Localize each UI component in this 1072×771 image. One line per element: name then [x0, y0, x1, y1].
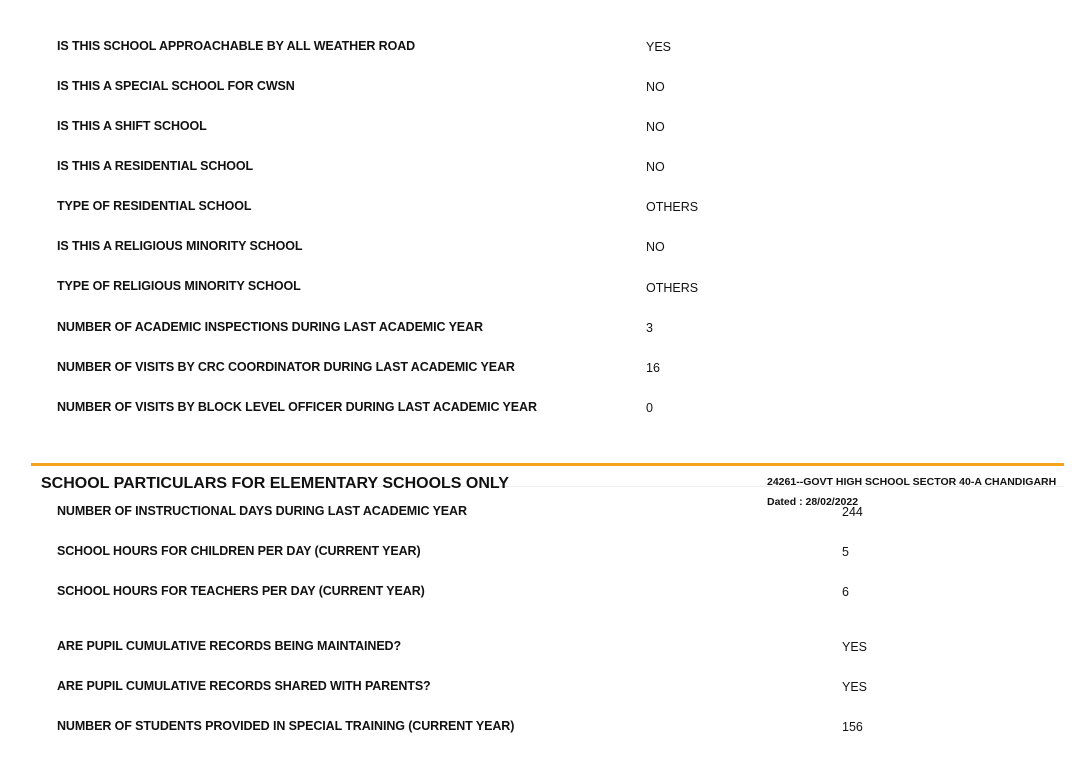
particular-row [0, 159, 1072, 179]
particular-value: 5 [842, 545, 849, 559]
particular-label: IS THIS A RELIGIOUS MINORITY SCHOOL [57, 239, 303, 253]
particular-row [0, 39, 1072, 59]
particular-value: NO [646, 80, 665, 94]
particular-value: 3 [646, 321, 653, 335]
particular-label: IS THIS A SHIFT SCHOOL [57, 119, 207, 133]
particular-row [0, 719, 1072, 739]
particular-row [0, 79, 1072, 99]
particular-row [0, 360, 1072, 380]
particular-label: ARE PUPIL CUMULATIVE RECORDS BEING MAINTAINED? [57, 639, 402, 653]
particular-row [0, 400, 1072, 420]
particular-label: NUMBER OF VISITS BY BLOCK LEVEL OFFICER DURING LAST ACADEMIC YEAR [57, 400, 537, 414]
school-name: 24261--GOVT HIGH SCHOOL SECTOR 40-A CHANDIGARH [767, 476, 1057, 488]
particular-value: YES [646, 40, 672, 54]
particular-row [0, 320, 1072, 340]
particular-row [0, 504, 1072, 524]
report-date: Dated : 28/02/2022 [767, 496, 859, 508]
particular-label: NUMBER OF ACADEMIC INSPECTIONS DURING LAST ACADEMIC YEAR [57, 320, 483, 334]
particular-row [0, 544, 1072, 564]
particular-label: SCHOOL HOURS FOR CHILDREN PER DAY (CURRENT YEAR) [57, 544, 421, 558]
particular-row [0, 639, 1072, 659]
particular-value: 156 [842, 720, 863, 734]
particular-value: NO [646, 120, 665, 134]
particular-label: NUMBER OF VISITS BY CRC COORDINATOR DURING LAST ACADEMIC YEAR [57, 360, 515, 374]
particular-value: YES [842, 640, 868, 654]
particular-label: TYPE OF RELIGIOUS MINORITY SCHOOL [57, 279, 301, 293]
particular-label: SCHOOL HOURS FOR TEACHERS PER DAY (CURRENT YEAR) [57, 584, 425, 598]
particular-label: NUMBER OF INSTRUCTIONAL DAYS DURING LAST ACADEMIC YEAR [57, 504, 467, 518]
particular-value: NO [646, 240, 665, 254]
particular-value: 244 [842, 505, 863, 519]
particular-row [0, 584, 1072, 604]
particular-value: 6 [842, 585, 849, 599]
particular-row [0, 119, 1072, 139]
section-title: SCHOOL PARTICULARS FOR ELEMENTARY SCHOOLS ONLY [41, 475, 509, 492]
particular-label: TYPE OF RESIDENTIAL SCHOOL [57, 199, 252, 213]
section-divider [31, 463, 1064, 466]
particular-label: NUMBER OF STUDENTS PROVIDED IN SPECIAL TRAINING (CURRENT YEAR) [57, 719, 515, 733]
particular-row [0, 199, 1072, 219]
particular-row [0, 279, 1072, 299]
particular-value: OTHERS [646, 200, 699, 214]
particular-value: NO [646, 160, 665, 174]
particular-value: YES [842, 680, 868, 694]
particular-value: 0 [646, 401, 653, 415]
particular-row [0, 679, 1072, 699]
particular-value: 16 [646, 361, 660, 375]
particular-label: IS THIS A SPECIAL SCHOOL FOR CWSN [57, 79, 295, 93]
particular-label: ARE PUPIL CUMULATIVE RECORDS SHARED WITH PARENTS? [57, 679, 431, 693]
particular-row [0, 239, 1072, 259]
particular-label: IS THIS A RESIDENTIAL SCHOOL [57, 159, 254, 173]
particular-value: OTHERS [646, 281, 699, 295]
particular-label: IS THIS SCHOOL APPROACHABLE BY ALL WEATHER ROAD [57, 39, 416, 53]
